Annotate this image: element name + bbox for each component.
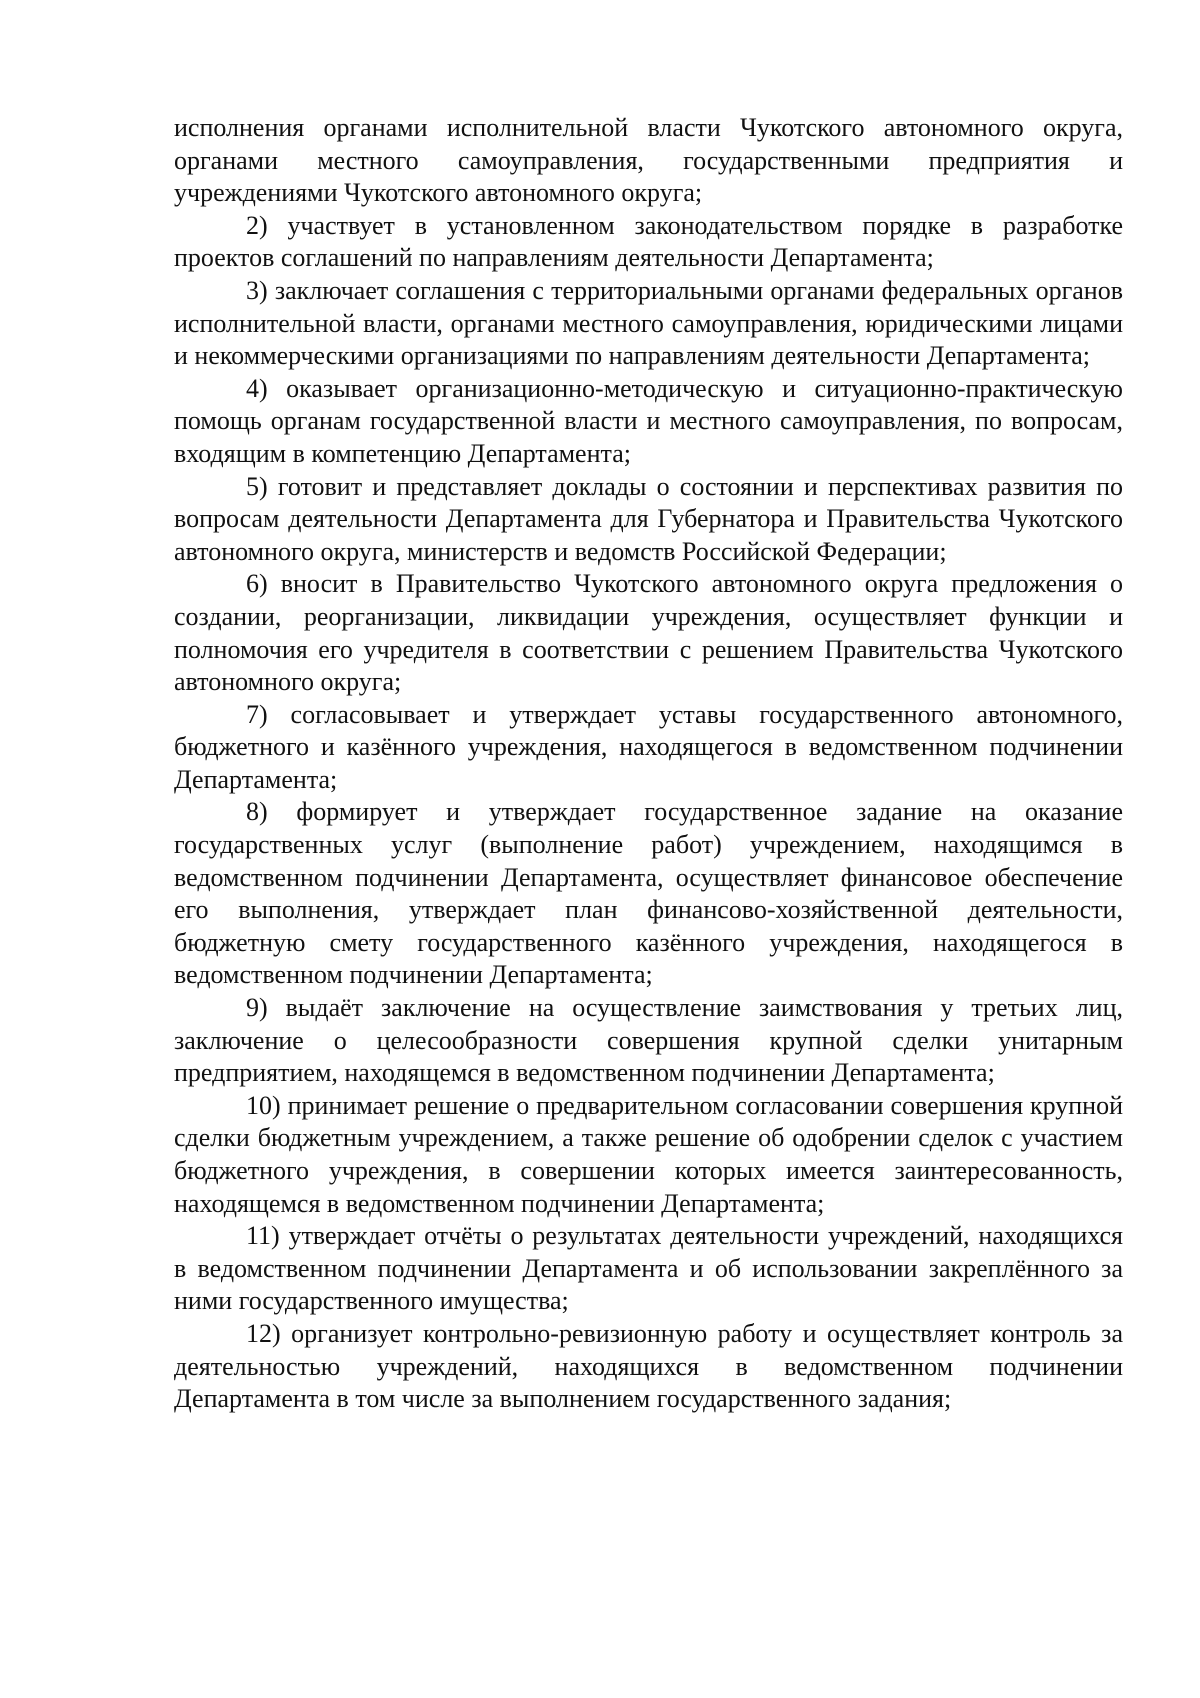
paragraph-item-6: 6) вносит в Правительство Чукотского автономного округа предложения о создании, реорганизации, ликвидации учреждения, осуществляет функции и полномочия его учредителя в соответствии с решением Правительства Чукотского автономного округа; bbox=[174, 569, 1123, 697]
paragraph-item-12: 12) организует контрольно-ревизионную работу и осуществляет контроль за деятельностью учреждений, находящихся в ведомственном подчинении Департамента в том числе за выполнением государственного задания; bbox=[174, 1318, 1123, 1414]
paragraph-item-7: 7) согласовывает и утверждает уставы государственного автономного, бюджетного и казённого учреждения, находящегося в ведомственном подчинении Департамента; bbox=[174, 699, 1123, 794]
paragraph-item-2: 2) участвует в установленном законодательством порядке в разработке проектов соглашений по направлениям деятельности Департамента; bbox=[174, 210, 1123, 273]
paragraph-item-3: 3) заключает соглашения с территориальными органами федеральных органов исполнительной власти, органами местного самоуправления, юридическими лицами и некоммерческими организациями по направлениям деятельности Департамента; bbox=[174, 275, 1123, 371]
paragraph-item-10: 10) принимает решение о предварительном согласовании совершения крупной сделки бюджетным учреждением, а также решение об одобрении сделок с участием бюджетного учреждения, в совершении которых имеется заинтересованность, находящемся в ведомственном подчинении Департамента; bbox=[174, 1090, 1123, 1218]
paragraph-item-8: 8) формирует и утверждает государственное задание на оказание государственных услуг (выполнение работ) учреждением, находящимся в ведомственном подчинении Департамента, осуществляет финансовое обеспечение его выполнения, утверждает план финансово-хозяйственной деятельности, бюджетную смету государственного казённого учреждения, находящегося в ведомственном подчинении Департамента; bbox=[174, 797, 1123, 990]
paragraph-item-11: 11) утверждает отчёты о результатах деятельности учреждений, находящихся в ведомственном подчинении Департамента и об использовании закреплённого за ними государственного имущества; bbox=[174, 1221, 1123, 1316]
paragraph-continuation: исполнения органами исполнительной власти Чукотского автономного округа, органами местного самоуправления, государственными предприятия и учреждениями Чукотского автономного округа; bbox=[174, 113, 1123, 208]
paragraph-item-4: 4) оказывает организационно-методическую и ситуационно-практическую помощь органам государственной власти и местного самоуправления, по вопросам, входящим в компетенцию Департамента; bbox=[174, 373, 1123, 468]
paragraph-item-9: 9) выдаёт заключение на осуществление заимствования у третьих лиц, заключение о целесообразности совершения крупной сделки унитарным предприятием, находящемся в ведомственном подчинении Департамента; bbox=[174, 993, 1123, 1088]
document-body bbox=[174, 112, 1123, 1416]
paragraph-item-5: 5) готовит и представляет доклады о состоянии и перспективах развития по вопросам деятельности Департамента для Губернатора и Правительства Чукотского автономного округа, министерств и ведомств Российской Федерации; bbox=[174, 471, 1123, 566]
